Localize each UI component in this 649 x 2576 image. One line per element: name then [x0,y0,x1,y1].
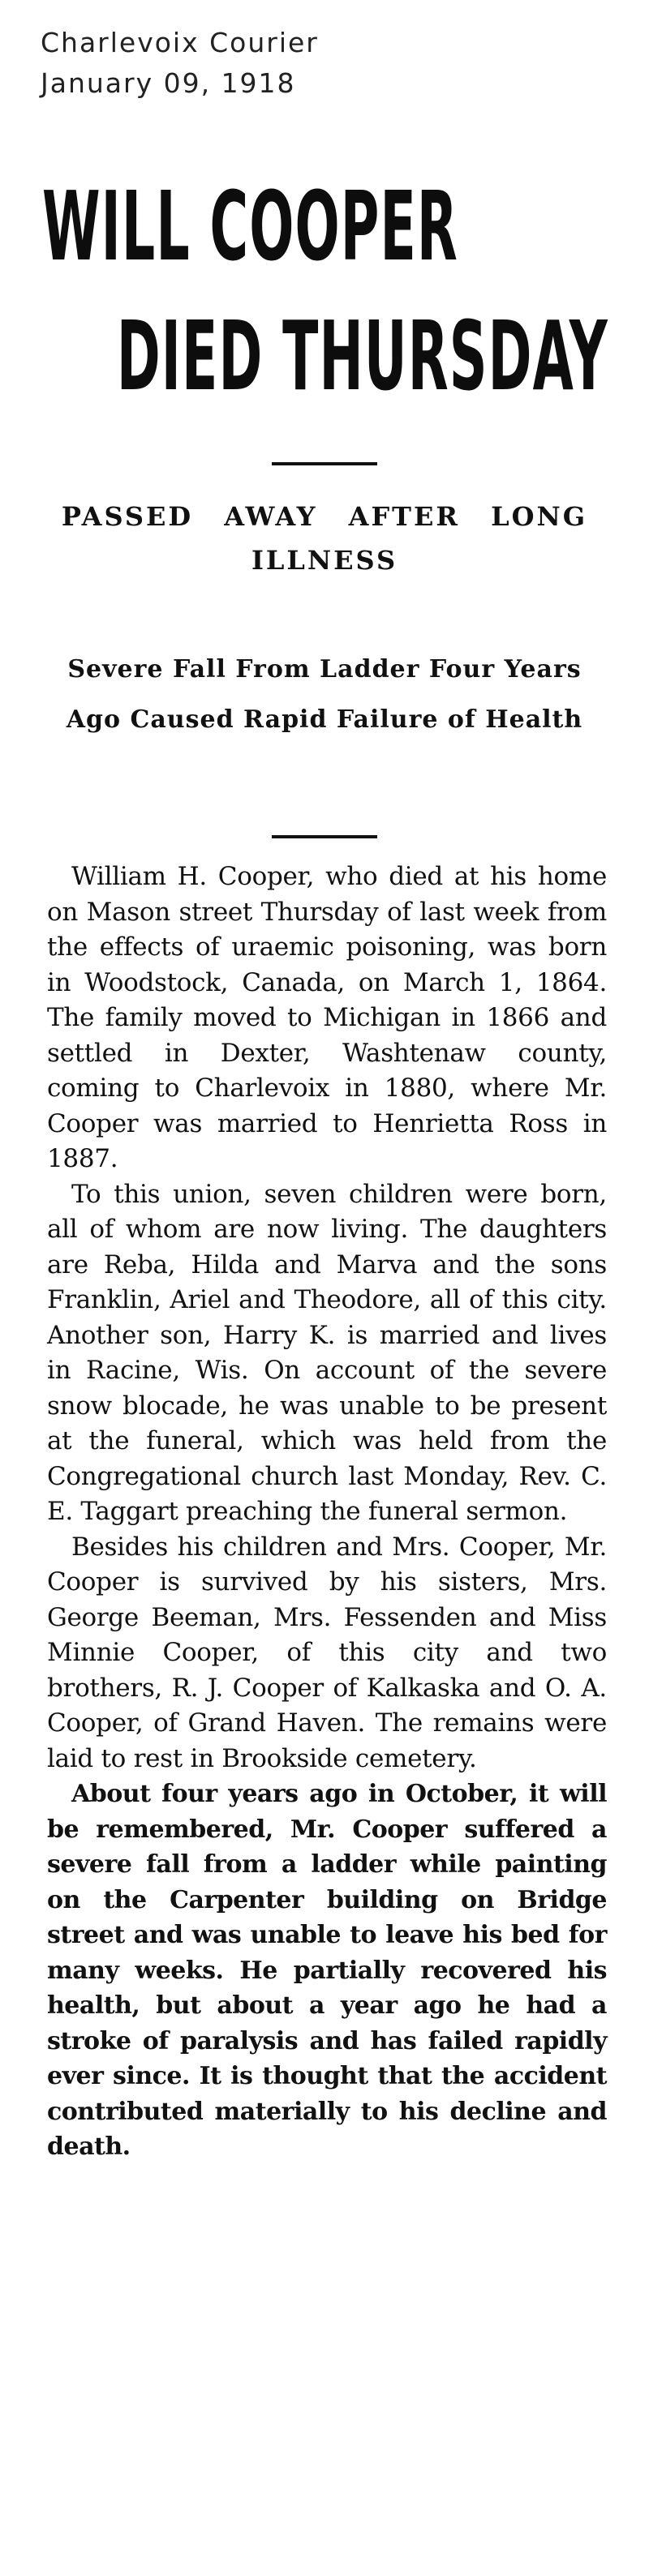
article-paragraph-4: About four years ago in October, it will be remembered, Mr. Cooper suffered a severe fall from a ladder while painting on the Carpenter building on Bridge street and was unable to leave his bed for many weeks. He partially recovered his health, but about a year ago he had a stroke of paralysis and has failed rapidly ever since. It is thought that the accident contributed materially to his decline and death. [47,1780,607,2161]
headline-line-2: DIED THURSDAY [116,300,608,412]
publication-name: Charlevoix Courier [41,27,319,58]
divider-rule-top [272,462,377,465]
article-paragraph-1: William H. Cooper, who died at his home on Mason street Thursday of last week from the effects of uraemic poisoning, was born in Woodstock, Canada, on March 1, 1864. The family moved to Michigan in 1866 and settled in Dexter, Washtenaw county, coming to Charlevoix in 1880, where Mr. Cooper was married to Henrietta Ross in 1887. [47,862,607,1173]
headline-line-1: WILL COOPER [42,170,458,282]
article-body [47,859,607,2165]
publication-date: January 09, 1918 [41,67,296,99]
deck-headline: Severe Fall From Ladder Four Years Ago Caused Rapid Failure of Health [66,655,583,734]
article-paragraph-2: To this union, seven children were born, all of whom are now living. The daughters are Reba, Hilda and Marva and the sons Franklin, Ariel and Theodore, all of this city. Another son, Harry K. is married and lives in Racine, Wis. On account of the severe snow blocade, he was unable to be present at the funeral, which was held from the Congregational church last Monday, Rev. C. E. Taggart preaching the funeral sermon. [47,1179,607,1526]
masthead [41,23,319,104]
divider-rule-bottom [272,835,377,838]
subheadline: PASSED AWAY AFTER LONG ILLNESS [61,501,588,576]
article-paragraph-3: Besides his children and Mrs. Cooper, Mr. Cooper is survived by his sisters, Mrs. George Beeman, Mrs. Fessenden and Miss Minnie Cooper, of this city and two brothers, R. J. Cooper of Kalkaska and O. A. Cooper, of Grand Haven. The remains were laid to rest in Brookside cemetery. [47,1532,607,1773]
